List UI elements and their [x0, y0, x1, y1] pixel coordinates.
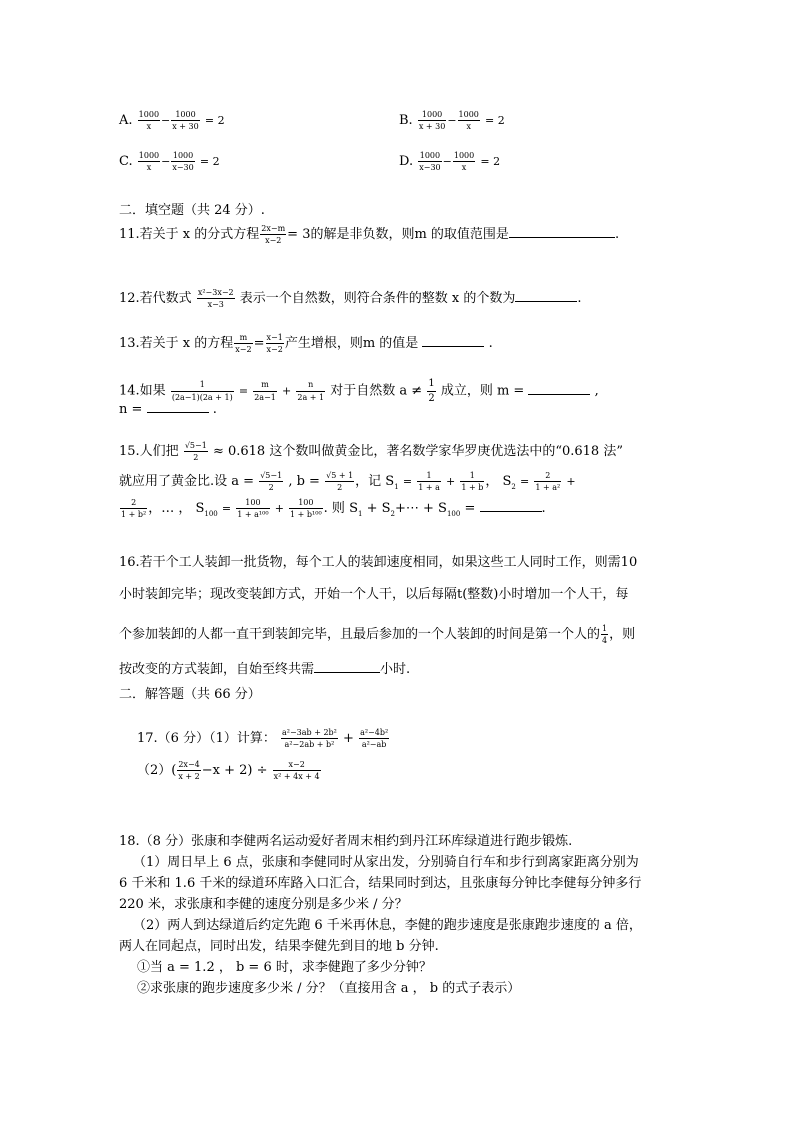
- fraction: $\frac{1000}{x + 30}$: [172, 110, 199, 132]
- option-a: A. $\frac{1000}{x}$ − $\frac{1000}{x + 30}$ = 2: [119, 110, 225, 132]
- fraction: $\frac{x-1}{x-2}$: [266, 333, 283, 355]
- question-18-line7: ①当 a = 1.2 ， b = 6 时，求李健跑了多少分钟？: [137, 960, 432, 975]
- question-17-part2: （2）( $\frac{2x-4}{x + 2}$ −x + 2) ÷ $\frac{x-2}{\text{x² + 4x + 4}}$: [137, 760, 320, 782]
- fraction: $\frac{x-2}{\text{x² + 4x + 4}}$: [273, 760, 320, 782]
- fraction: $\frac{1}{(2a-1)(2a + 1)}$: [171, 380, 233, 402]
- fraction: $\frac{2}{\text{1 + a²}}$: [535, 471, 561, 493]
- question-15-line3: $\frac{2}{\text{1 + b²}}$ ，… ， $S_{100}$ = $\frac{100}{\text{1 + a¹⁰⁰}}$ + $\frac{100}{\text{1 + b¹⁰⁰}}$ . 则 $S_1$ + $S_2+\cdots + S_{100}$ = .: [121, 498, 546, 520]
- fraction: $\frac{2x-4}{x + 2}$: [178, 760, 200, 782]
- question-18-line6: 两人在同起点，同时出发，结果李健先到目的地 b 分钟.: [119, 939, 439, 954]
- fraction: $\frac{m}{x-2}$: [235, 333, 252, 355]
- fraction: $\frac{1}{4}$: [602, 624, 608, 646]
- fraction: $\frac{1000}{x}$: [138, 151, 160, 173]
- question-18-line4: 220 米，求张康和李健的速度分别是多少米 / 分？: [119, 897, 408, 912]
- fraction: $\frac{100}{\text{1 + b¹⁰⁰}}$: [290, 498, 322, 520]
- question-14: 14.如果 $\frac{1}{(2a-1)(2a + 1)}$ = $\frac{m}{2a-1}$ + $\frac{n}{2a + 1}$ 对于自然数 a ≠ $\frac{1}{2}$ 成立，则 m = ,: [119, 378, 599, 404]
- fraction: $\frac{1000}{x + 30}$: [418, 110, 446, 132]
- fraction: $\frac{2}{\text{1 + b²}}$: [121, 498, 147, 520]
- option-c: C. $\frac{1000}{x}$ − $\frac{1000}{x-30}$ = 2: [119, 151, 220, 173]
- fraction: $\frac{1000}{x-30}$: [419, 151, 441, 173]
- fraction: $\frac{1000}{x}$: [453, 151, 475, 173]
- fraction: $\frac{\text{a²−3ab + 2b²}}{\text{a²−2ab + b²}}$: [282, 728, 337, 750]
- question-18-line3: 6 千米和 1.6 千米的绿道环库路入口汇合，结果同时到达，且张康每分钟比李健每分钟多行: [119, 876, 642, 891]
- question-13: 13.若关于 x 的方程 $\frac{m}{x-2}$ = $\frac{x-1}{x-2}$ 产生增根，则m 的值是 .: [119, 333, 493, 355]
- question-18-line8: ②求张康的跑步速度多少米 / 分？（直接用含 a ， b 的式子表示）: [137, 981, 521, 996]
- fraction: $\frac{√5-1}{2}$: [184, 441, 207, 463]
- section-title-solve: 二．解答题（共 66 分）: [119, 687, 261, 702]
- fraction: $\frac{m}{2a-1}$: [254, 380, 276, 402]
- fraction: $\frac{100}{\text{1 + a¹⁰⁰}}$: [237, 498, 269, 520]
- fraction: $\frac{\text{x²−3x−2}}{x-3}$: [197, 288, 234, 310]
- question-16-line4: 按改变的方式装卸，自始至终共需 小时.: [119, 662, 411, 677]
- question-18-line1: 18.（8 分）张康和李健两名运动爱好者周末相约到丹江环库绿道进行跑步锻炼.: [119, 834, 573, 849]
- section-title-fill-in: 二．填空题（共 24 分）.: [119, 203, 265, 218]
- option-d: D. $\frac{1000}{x-30}$ − $\frac{1000}{x}$ = 2: [399, 151, 501, 173]
- fraction: $\frac{1}{1 + a}$: [418, 471, 440, 493]
- fraction: $\frac{1000}{x-30}$: [172, 151, 194, 173]
- answer-blank-n[interactable]: [147, 411, 209, 413]
- question-17-part1: 17.（6 分）（1）计算： $\frac{\text{a²−3ab + 2b²}}{\text{a²−2ab + b²}}$ + $\frac{\text{a²−4b²}}{\text{a²−ab}}$: [137, 728, 389, 750]
- question-16-line3: 个参加装卸的人都一直干到装卸完毕，且最后参加的一个人装卸的时间是第一个人的 $\frac{1}{4}$ ，则: [119, 624, 636, 646]
- answer-blank-m[interactable]: [528, 393, 590, 395]
- question-18-line2: （1）周日早上 6 点，张康和李健同时从家出发，分别骑自行车和步行到离家距离分别为: [133, 855, 639, 870]
- question-12: 12.若代数式 $\frac{\text{x²−3x−2}}{x-3}$ 表示一个自然数，则符合条件的整数 x 的个数为 .: [119, 288, 582, 310]
- fraction: $\frac{1000}{x}$: [458, 110, 479, 132]
- fraction: $\frac{2x-m}{x-2}$: [261, 224, 286, 246]
- answer-blank[interactable]: [422, 345, 484, 347]
- question-11: 11.若关于 x 的分式方程 $\frac{2x-m}{x-2}$ = 3的解是非负数，则m 的取值范围是 .: [119, 224, 620, 246]
- answer-blank[interactable]: [480, 510, 542, 512]
- fraction: $\frac{√5-1}{2}$: [260, 471, 283, 493]
- answer-blank[interactable]: [314, 671, 380, 673]
- fraction: $\frac{n}{2a + 1}$: [297, 380, 325, 402]
- fraction: $\frac{1}{1 + b}$: [461, 471, 484, 493]
- option-b: B. $\frac{1000}{x + 30}$ − $\frac{1000}{x}$ = 2: [399, 110, 505, 132]
- question-16-line1: 16.若干个工人装卸一批货物，每个工人的装卸速度相同，如果这些工人同时工作，则需10: [119, 555, 638, 570]
- fraction: $\frac{1000}{x}$: [138, 110, 160, 132]
- answer-blank[interactable]: [509, 236, 615, 238]
- question-15-line2: 就应用了黄金比.设 a = $\frac{√5-1}{2}$ , b = $\frac{√5 + 1}{2}$ ，记 $S_1$ = $\frac{1}{1 + a}$ + $\frac{1}{1 + b}$ ， $S_2$ = $\frac{2}{\text{1 + a²}}$ +: [119, 471, 576, 493]
- fraction: $\frac{1}{2}$: [428, 378, 435, 404]
- question-16-line2: 小时装卸完毕；现改变装卸方式，开始一个人干，以后每隔t(整数)小时增加一个人干，每: [119, 587, 629, 602]
- question-18-line5: （2）两人到达绿道后约定先跑 6 千米再休息，李健的跑步速度是张康跑步速度的 a 倍，: [133, 918, 642, 933]
- answer-blank[interactable]: [515, 300, 577, 302]
- question-14-line2: n = .: [119, 402, 217, 417]
- fraction: $\frac{√5 + 1}{2}$: [326, 471, 354, 493]
- question-15-line1: 15.人们把 $\frac{√5-1}{2}$ ≈ 0.618 这个数叫做黄金比，著名数学家华罗庚优选法中的“0.618 法”: [119, 441, 623, 463]
- fraction: $\frac{\text{a²−4b²}}{\text{a²−ab}}$: [360, 728, 389, 750]
